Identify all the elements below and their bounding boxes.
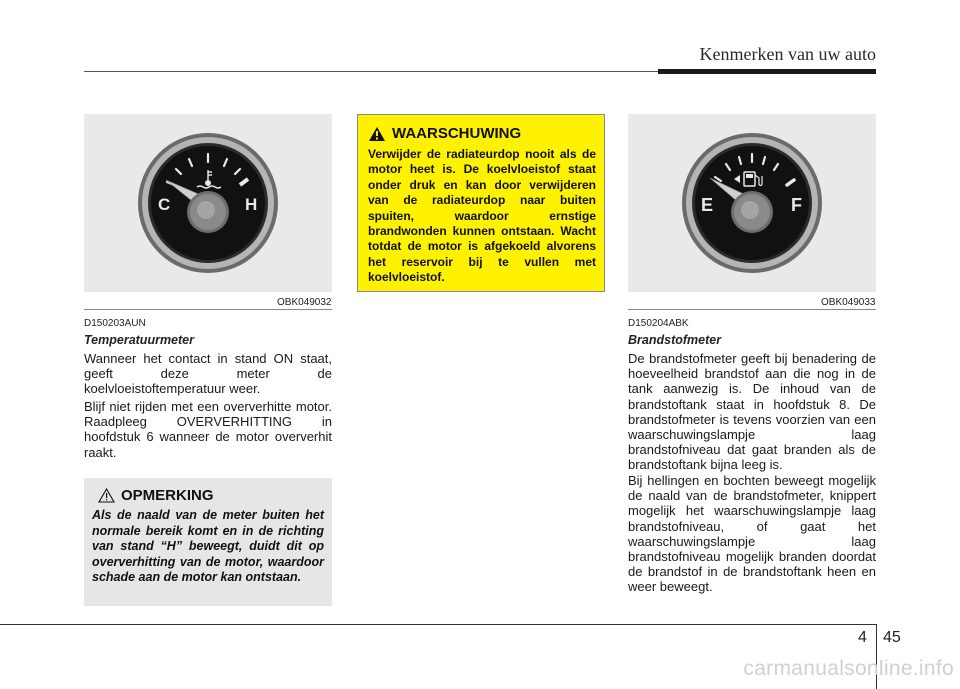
section-code: D150204ABK (628, 318, 689, 329)
warning-text: Verwijder de radiateurdop nooit als de motor heet is. De koelvloeistof staat onder druk en kan door verwijderen van de radiateurdop naar buiten spuiten, waardoor ernstige brandwonden kunnen ontstaan. Wacht totdat de motor is afgekoeld alvorens het reservoir bij te vullen met koelvloeistof. (368, 147, 596, 285)
body-paragraph: Blijf niet rijden met een oververhitte motor. Raadpleeg OVERVERHITTING in hoofdstuk 6 wanneer de motor oververhit raakt. (84, 399, 332, 460)
figure-code: OBK049032 (277, 297, 332, 308)
gauge-empty-mark: E (701, 195, 714, 215)
warning-triangle-icon (368, 126, 386, 142)
body-paragraph: Bij hellingen en bochten beweegt mogelijk de naald van de brandstofmeter, knippert mogelijk het waarschuwingslampje laag brandstofniveau, of gaat het waarschuwingslampje laag brandstofniveau mogelijk branden doordat de brandstof in de brandstoftank heen en weer beweegt. (628, 473, 876, 595)
watermark: carmanualsonline.info (743, 657, 954, 680)
section-subheading: Temperatuurmeter (84, 333, 194, 347)
section-subheading: Brandstofmeter (628, 333, 722, 347)
note-title: OPMERKING (121, 487, 214, 504)
page-number: 45 (883, 629, 901, 646)
temperature-gauge (84, 114, 332, 292)
gauge-cold-mark: C (158, 195, 171, 214)
section-code: D150203AUN (84, 318, 146, 329)
footer-rule (0, 624, 876, 625)
header-rule (84, 71, 658, 72)
running-header: Kenmerken van uw auto (699, 44, 876, 64)
gauge-hot-mark: H (245, 195, 258, 214)
body-paragraph: Wanneer het contact in stand ON staat, geeft deze meter de koelvloeistoftemperatuur weer. (84, 351, 332, 397)
figure-code: OBK049033 (821, 297, 876, 308)
warning-title: WAARSCHUWING (392, 125, 522, 142)
figure-rule (84, 309, 332, 310)
caution-triangle-icon (98, 488, 115, 503)
note-text: Als de naald van de meter buiten het normale bereik komt en in de richting van stand “H” beweegt, duidt dit op oververhitting van de motor, waardoor schade aan de motor kan ontstaan. (92, 508, 324, 585)
fuel-gauge-figure (628, 114, 876, 292)
fuel-gauge (628, 114, 876, 292)
note-box (84, 478, 332, 606)
figure-rule (628, 309, 876, 310)
header-rule-accent (658, 69, 876, 74)
body-paragraph: De brandstofmeter geeft bij benadering de hoeveelheid brandstof aan die nog in de tank aanwezig is. De inhoud van de brandstoftank staat in hoofdstuk 8. De brandstofmeter is tevens voorzien van een waarschuwingslampje laag brandstofniveau dat gaat branden als de brandstoftank bijna leeg is. (628, 351, 876, 473)
gauge-full-mark: F (791, 195, 802, 215)
chapter-number: 4 (858, 629, 867, 646)
warning-box (357, 114, 605, 292)
temperature-gauge-figure (84, 114, 332, 292)
